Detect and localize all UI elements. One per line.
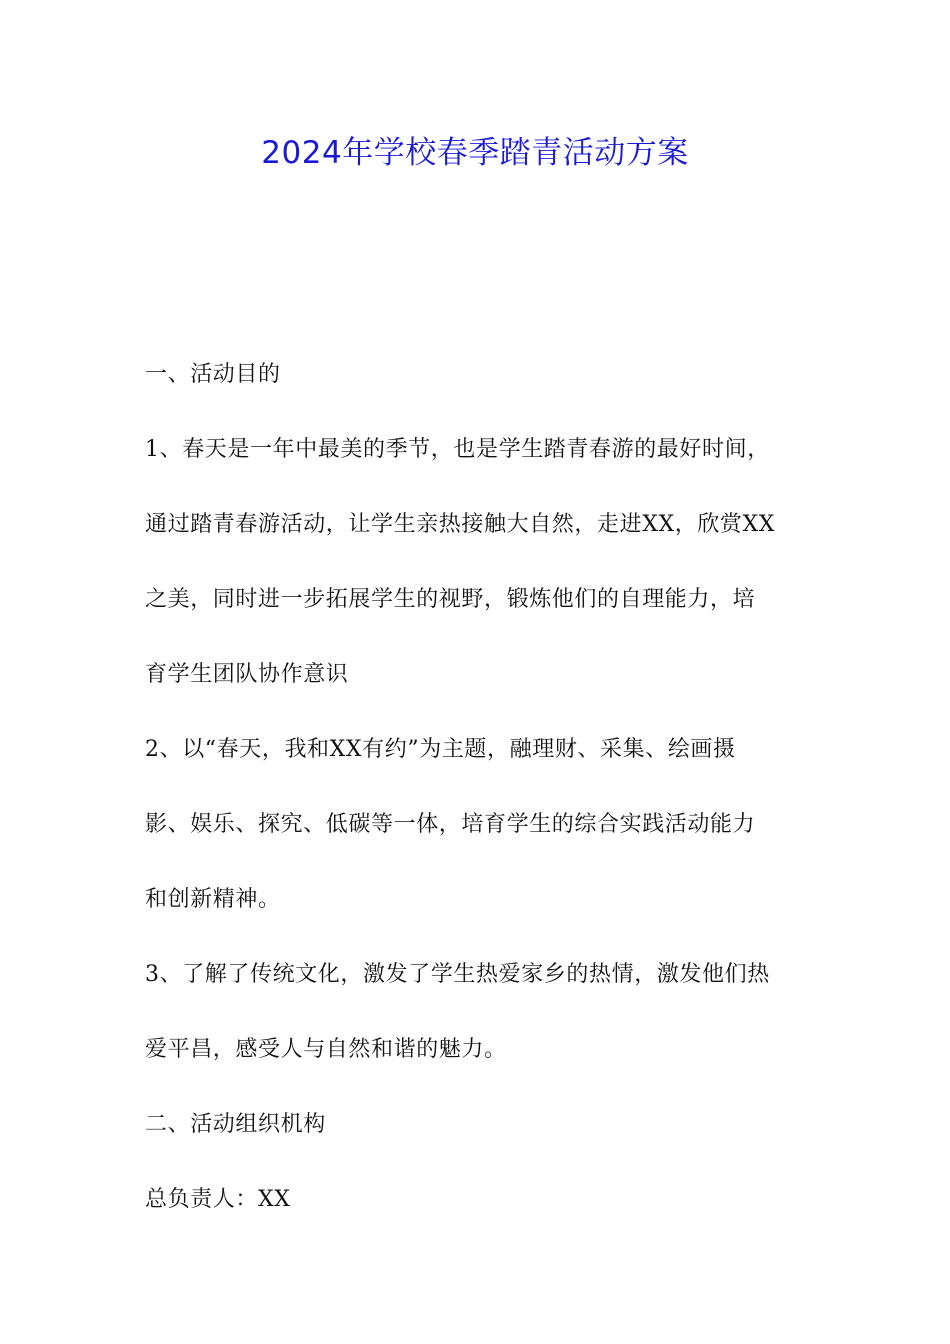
- paragraph-line: 2、以“春天，我和XX有约”为主题，融理财、采集、绘画摄: [145, 737, 736, 762]
- paragraph-line: 爱平昌，感受人与自然和谐的魅力。: [145, 1037, 507, 1062]
- document-title: 2024年学校春季踏青活动方案: [261, 135, 689, 171]
- paragraph-line: 1、春天是一年中最美的季节，也是学生踏青春游的最好时间，: [145, 437, 770, 462]
- section-heading-purpose: 一、活动目的: [145, 362, 281, 387]
- paragraph-line: 影、娱乐、探究、低碳等一体，培育学生的综合实践活动能力: [145, 812, 756, 837]
- document-body: [145, 337, 810, 1237]
- paragraph-line: 3、了解了传统文化，激发了学生热爱家乡的热情，激发他们热: [145, 962, 770, 987]
- paragraph-line: 通过踏青春游活动，让学生亲热接触大自然，走进XX，欣赏XX: [145, 512, 776, 537]
- paragraph-line: 之美，同时进一步拓展学生的视野，锻炼他们的自理能力，培: [145, 587, 756, 612]
- paragraph-line: 育学生团队协作意识: [145, 662, 349, 687]
- paragraph-line: 和创新精神。: [145, 887, 281, 912]
- section-heading-organization: 二、活动组织机构: [145, 1112, 326, 1137]
- responsible-person-line: 总负责人：XX: [145, 1187, 291, 1212]
